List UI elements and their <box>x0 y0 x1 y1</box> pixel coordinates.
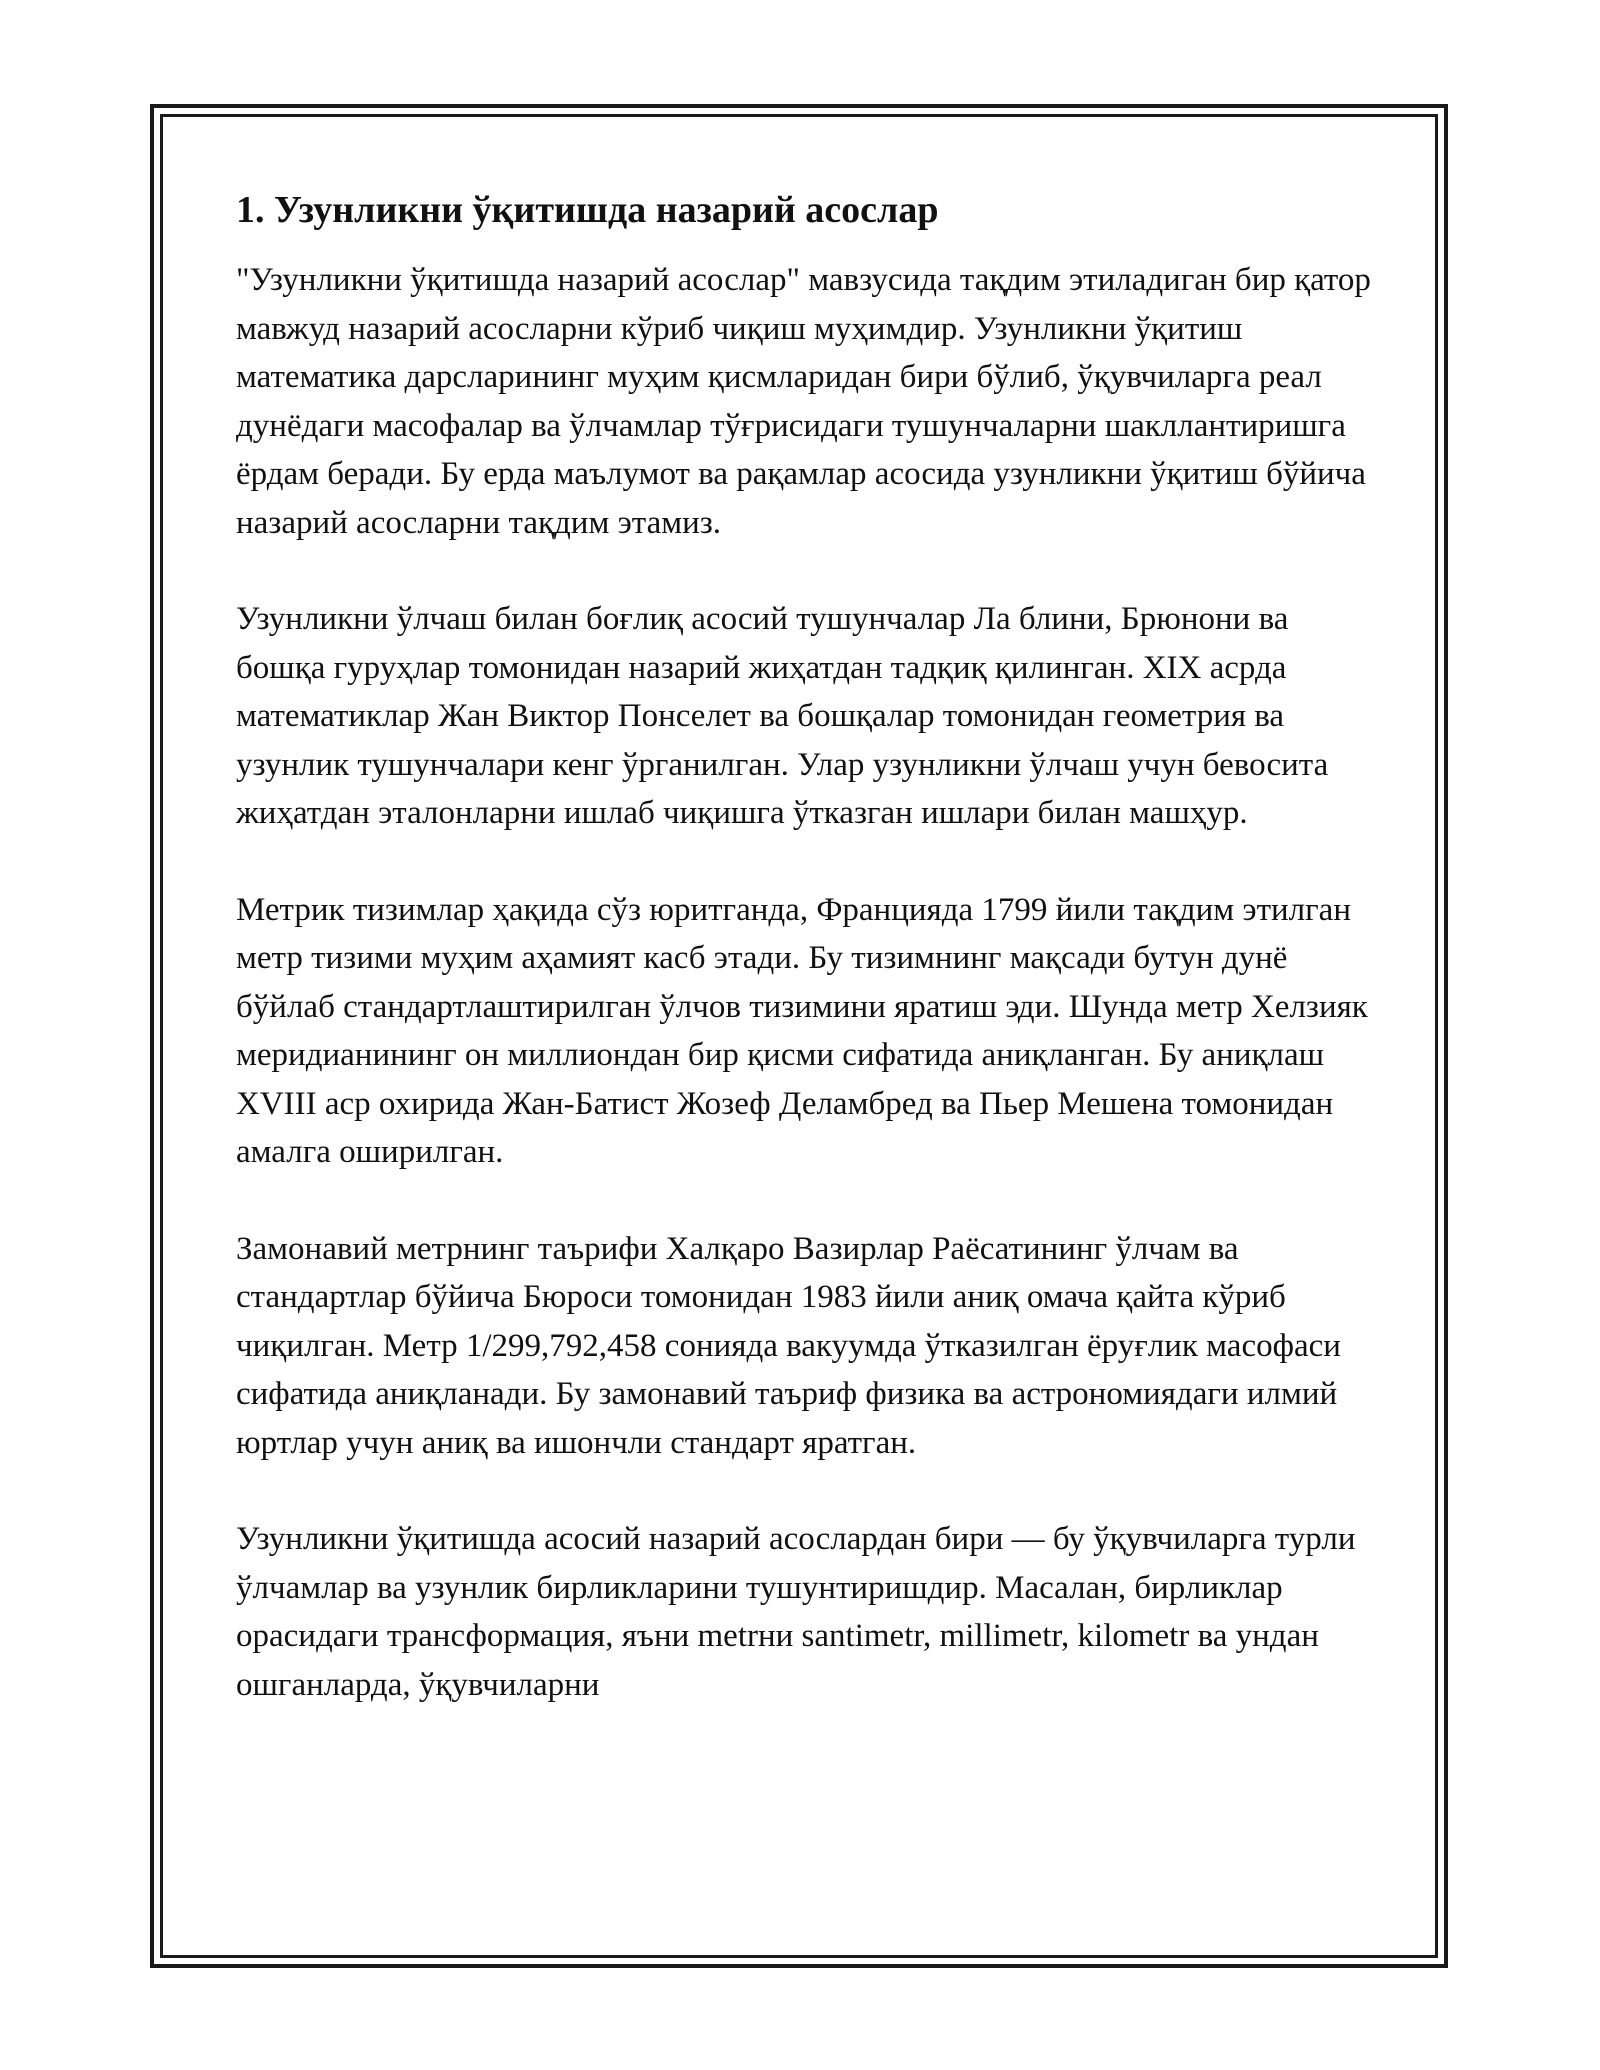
paragraph-history: Узунликни ўлчаш билан боғлиқ асосий тушунчалар Ла блини, Брюнони ва бошқа гуруҳлар томонидан назарий жиҳатдан тадқиқ қилинган. XIX асрда математиклар Жан Виктор Понселет ва бошқалар томонидан геометрия ва узунлик тушунчалари кенг ўрганилган. Улар узунликни ўлчаш учун бевосита жиҳатдан эталонларни ишлаб чиқишга ўтказган ишлари билан машҳур. <box>236 601 1329 831</box>
paragraph-metric-system: Метрик тизимлар ҳақида сўз юритганда, Францияда 1799 йили тақдим этилган метр тизими муҳим аҳамият касб этади. Бу тизимнинг мақсади бутун дунё бўйлаб стандартлаштирилган ўлчов тизимини яратиш эди. Шунда метр Хелзияк меридианининг он миллиондан бир қисми сифатида аниқланган. Бу аниқлаш XVIII аср охирида Жан-Батист Жозеф Деламбред ва Пьер Мешена томонидан амалга оширилган. <box>236 891 1368 1170</box>
paragraph-units: Узунликни ўқитишда асосий назарий асослардан бири — бу ўқувчиларга турли ўлчамлар ва узунлик бирликларини тушунтиришдир. Масалан, бирликлар орасидаги трансформация, яъни metrни santimetr, millimetr, kilometr ва ундан ошганларда, ўқувчиларни <box>236 1521 1356 1703</box>
paragraph-intro: "Узунликни ўқитишда назарий асослар" мавзусида тақдим этиладиган бир қатор мавжуд назарий асосларни кўриб чиқиш муҳимдир. Узунликни ўқитиш математика дарсларининг муҳим қисмларидан бири бўлиб, ўқувчиларга реал дунёдаги масофалар ва ўлчамлар тўғрисидаги тушунчаларни шакллантиришга ёрдам беради. Бу ерда маълумот ва рақамлар асосида узунликни ўқитиш бўйича назарий асосларни тақдим этамиз. <box>236 262 1371 541</box>
document-body <box>236 186 1376 1757</box>
section-heading: 1. Узунликни ўқитишда назарий асослар <box>236 189 939 231</box>
paragraph-modern-meter: Замонавий метрнинг таърифи Халқаро Вазирлар Раёсатининг ўлчам ва стандартлар бўйича Бюроси томонидан 1983 йили аниқ омача қайта кўриб чиқилган. Метр 1/299,792,458 сонияда вакуумда ўтказилган ёруғлик масофаси сифатида аниқланади. Бу замонавий таъриф физика ва астрономиядаги илмий юртлар учун аниқ ва ишончли стандарт яратган. <box>236 1230 1341 1461</box>
